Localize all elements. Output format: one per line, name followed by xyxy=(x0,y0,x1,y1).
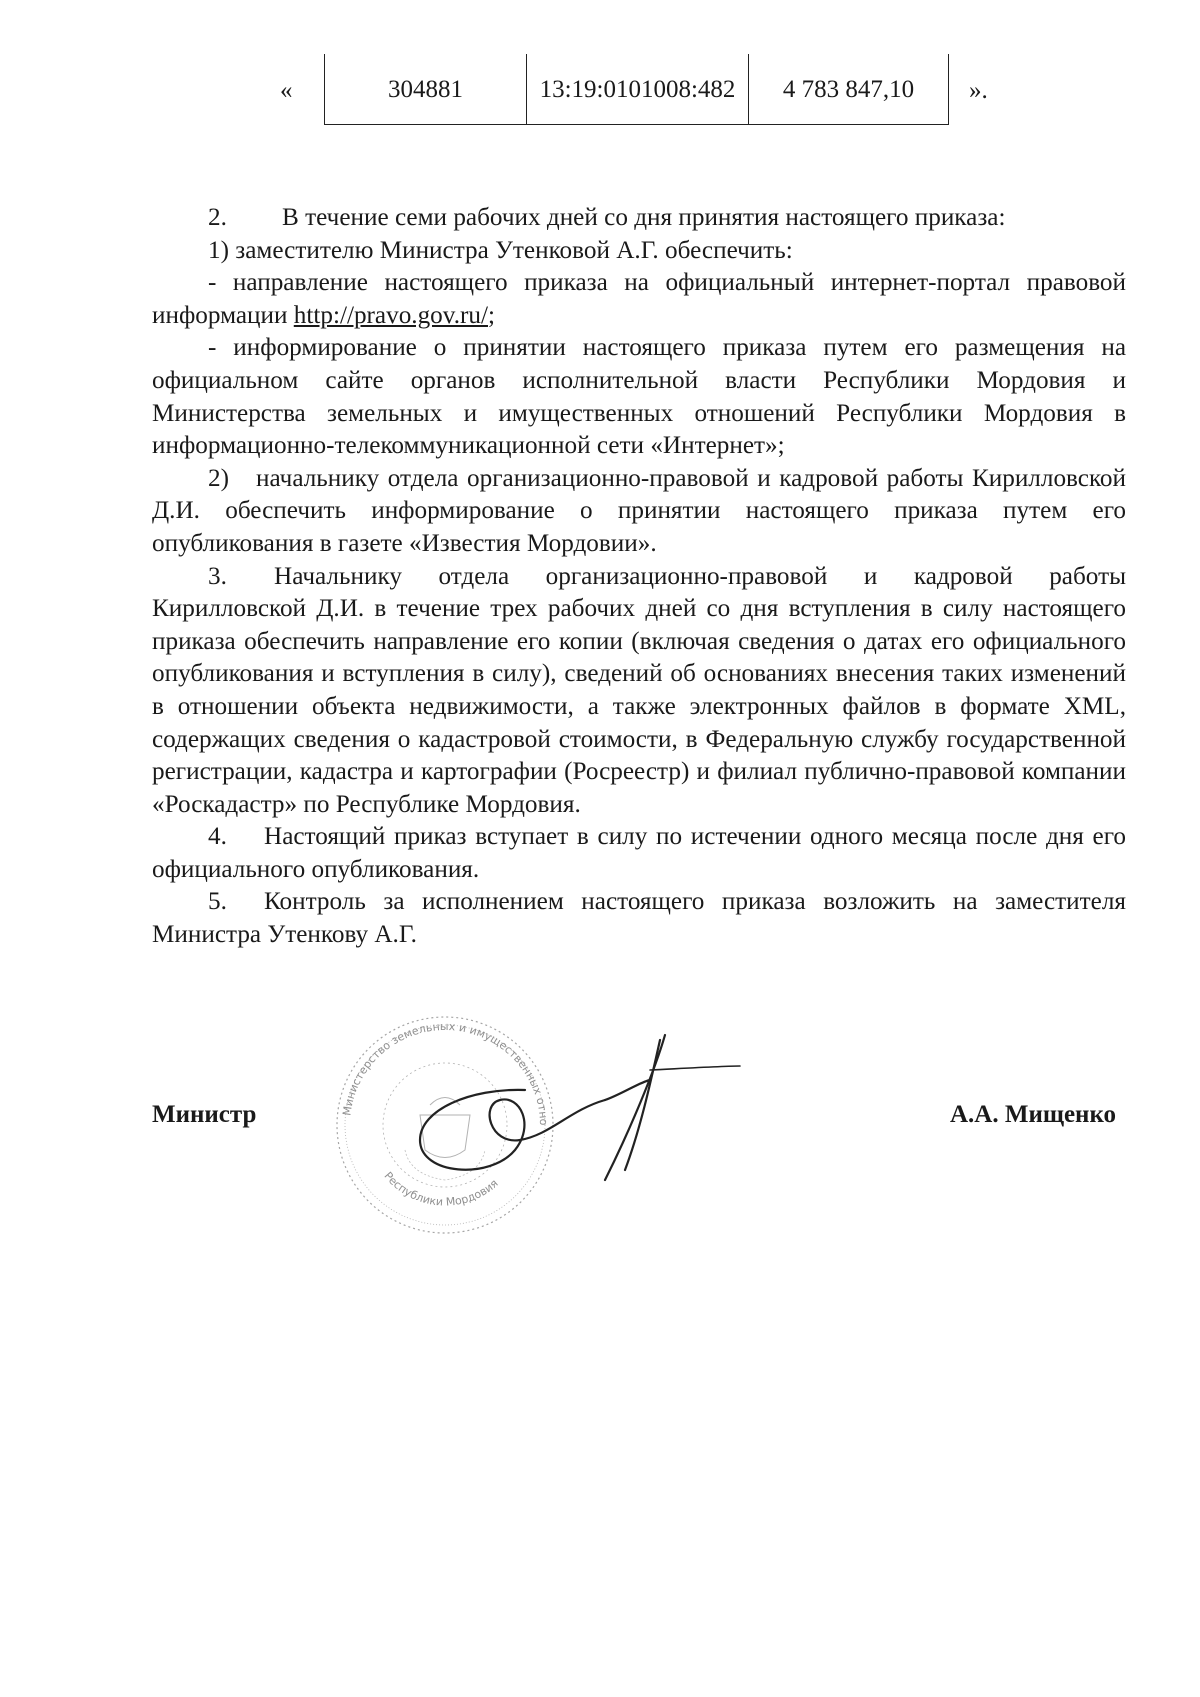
cadastral-value-table xyxy=(324,54,949,125)
cadastral-value-cell: 4 783 847,10 xyxy=(749,54,949,124)
order-body xyxy=(152,202,1126,952)
paragraph-2-1-a xyxy=(152,267,1126,332)
paragraph-text: Настоящий приказ вступает в силу по истечении одного месяца после дня его официального опубликования. xyxy=(152,823,1126,883)
paragraph-number: 2) xyxy=(208,464,229,492)
paragraph-3 xyxy=(152,561,1126,822)
paragraph-5 xyxy=(152,886,1126,951)
seal-text-lower: Республики Мордовия xyxy=(381,1169,501,1209)
object-id-cell: 304881 xyxy=(325,54,527,124)
paragraph-4 xyxy=(152,821,1126,886)
paragraph-number: 2. xyxy=(208,204,227,231)
paragraph-2-2 xyxy=(152,463,1126,561)
cadastral-number-cell: 13:19:0101008:482 xyxy=(527,54,749,124)
handwritten-signature xyxy=(420,1035,740,1180)
paragraph-text: Начальнику отдела организационно-правовой и кадровой работы Кирилловской Д.И. в течение трех рабочих дней со дня вступления в силу настоящего приказа обеспечить направление его копии (включая сведения о датах его официального опубликования и вступления в силу), сведений об основаниях внесения таких изменений в отношении объекта недвижимости, а также электронных файлов в формате XML, содержащих сведения о кадастровой стоимости, в Федеральную службу государственной регистрации, кадастра и картографии (Росреестр) и филиал публично-правовой компании «Роскадастр» по Республике Мордовия. xyxy=(152,562,1126,818)
open-quote: « xyxy=(280,77,293,104)
seal-text-upper: Министерство земельных и имущественных отно xyxy=(340,1019,551,1126)
signature-name: А.А. Мищенко xyxy=(950,1101,1117,1128)
paragraph-2-1-b: - информирование о принятии настоящего приказа путем его размещения на официальном сайте органов исполнительной власти Республики Мордовия и Министерства земельных и имущественных отношений Республики Мордовия в информационно-телекоммуникационной сети «Интернет»; xyxy=(152,334,1126,460)
pravo-portal-link[interactable]: http://pravo.gov.ru/ xyxy=(293,301,489,329)
paragraph-punct: ; xyxy=(488,301,496,329)
paragraph-2 xyxy=(152,202,1126,235)
paragraph-2-1: 1) заместителю Министра Утенковой А.Г. обеспечить: xyxy=(208,236,793,264)
official-seal xyxy=(320,1000,553,1233)
close-quote: ». xyxy=(969,77,988,104)
table-row xyxy=(325,54,949,124)
cadastral-table-block xyxy=(276,54,996,126)
paragraph-text: В течение семи рабочих дней со дня принятия настоящего приказа: xyxy=(282,204,1006,231)
paragraph-number: 5. xyxy=(208,888,227,916)
paragraph-text: Контроль за исполнением настоящего приказа возложить на заместителя Министра Утенкову А.Г. xyxy=(152,888,1126,949)
paragraph-text: - направление настоящего приказа на официальный интернет-портал правовой информации xyxy=(152,269,1126,329)
paragraph-number: 4. xyxy=(208,823,227,851)
paragraph-text: начальнику отдела организационно-правовой и кадровой работы Кирилловской Д.И. обеспечить информирование о принятии настоящего приказа путем его опубликования в газете «Известия Мордовии». xyxy=(152,464,1126,557)
stamp-and-signature xyxy=(320,1000,840,1260)
paragraph-number: 3. xyxy=(208,562,227,590)
signature-position: Министр xyxy=(152,1101,257,1128)
official-seal-graphic xyxy=(320,1000,840,1260)
